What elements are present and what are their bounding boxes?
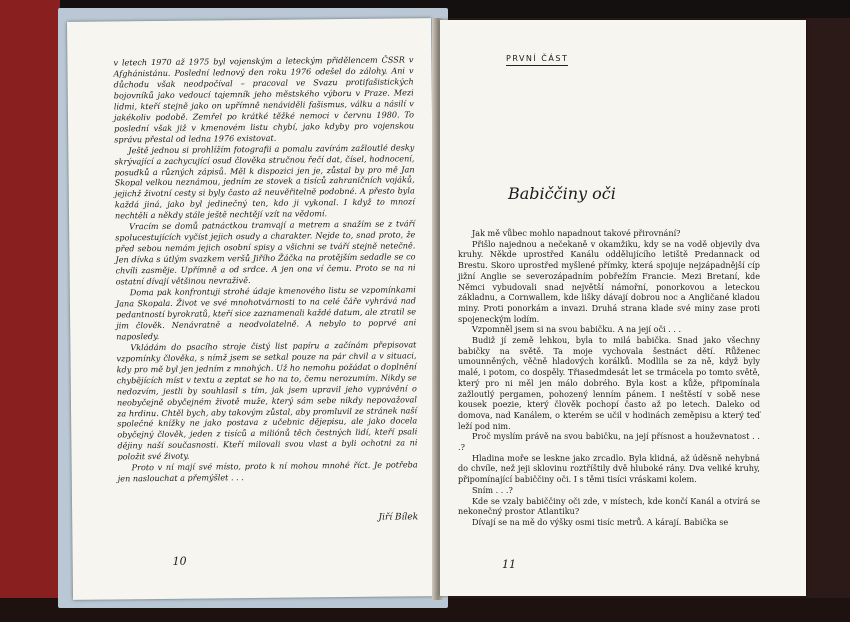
author-signature: Jiří Bílek — [378, 512, 419, 523]
left-paragraph: Doma pak konfrontuji strohé údaje kmenového listu se vzpomínkami Jana Skopala. Život ve své mnohotvárnosti to na celé čáře vyhrává nad pedantností byrokratů, kteří sice zaznamenali každé datum, ale ztratil se jim člověk. Nenávratně a neodvolatelně. A nebylo to poprvé ani naposledy. — [115, 284, 417, 342]
left-paragraph: Ještě jednou si prohlížím fotografii a pomalu zavírám zažloutlé desky skrývající a zachycující osud člověka stručnou řečí dat, čísel, hodnocení, posudků a různých zápisů. Měl k dispozici jen je, zůstal by pro mě Jan Skopal velkou neznámou, jedním ze stovek a tisíců zahraničních vojáků, jejichž životní cesty si byly často až neuvěřitelně podobné. A přesto byla každá jiná, jako byl jedinečný ten, kdo ji vykonal. I když to mnozí nechtěli a někdy stále ještě nechtějí vzít na vědomí. — [114, 141, 415, 221]
left-page-number: 10 — [172, 554, 187, 568]
right-paragraph: Jak mě vůbec mohlo napadnout takové přirovnání? — [472, 228, 681, 238]
right-paragraph: Dívají se na mě do výšky osmi tisíc metrů. A kárají. Babička se — [472, 516, 729, 527]
chapter-title: Babiččiny oči — [508, 184, 616, 203]
right-page — [440, 20, 806, 596]
running-header: PRVNÍ ČÁST — [506, 54, 568, 66]
right-paragraph: Hladina moře se leskne jako zrcadlo. Byla klidná, až úděsně nehybná do chvíle, než jeji sklovinu roztříštily dvě hluboké rány. Dva veliké kruhy, připomínající babiččiny oči. I s těmi tisíci vráskami kolem. — [458, 452, 760, 485]
right-paragraph: Sním . . .? — [472, 484, 513, 495]
right-paragraph: Kde se vzaly babiččiny oči zde, v místech, kde končí Kanál a otvírá se nekonečný prostor Atlantiku? — [458, 495, 760, 517]
right-paragraph: Proč myslím právě na svou babičku, na její přísnost a houževnatost . . .? — [458, 431, 760, 453]
left-paragraph: Proto v ní mají své místo, proto k ní mohou mnohé říct. Je potřeba jen naslouchat a přemýšlet . . . — [117, 459, 418, 484]
right-paragraph: Budiž jí země lehkou, byla to milá babička. Snad jako všechny babičky na světě. Ta moje vychovala šestnáct dětí. Růženec umounněných, věčně hladových korálků. Modlila se za ně, když byly malé, i potom, co dospěly. Třiasedmdesát let se trmácela po tomto světě, který pro ni měl jen málo dobrého. Byla kost a kůže, připomínala zažloutlý pergamen, pohozený lenním pánem. I neštěstí v sobě nese kousek poezie, který člověk pochopí často až po letech. Daleko od domova, nad Kanálem, o kterém se učil v hodinách zeměpisu a který teď leží pod nim. — [458, 335, 760, 431]
left-page — [67, 18, 437, 600]
left-paragraph: Vracím se domů patnáctkou tramvají a metrem a snažím se z tváří spolucestujících vyčíst jejich osudy a charakter. Nejde to, snad proto, že před sebou nemám jejich osobní spisy a všichni se tváří stejně netečně. Jen dívka s útlým svazkem veršů Jiřího Žáčka na protějším sedadle se co chvíli zasměje. Upřímně a od srdce. A jen ona ví čemu. Proto se na ni ostatní dívají většinou nevraživě. — [115, 218, 416, 287]
left-paragraph: Vkládám do psacího stroje čistý list papíru a začínám přepisovat vzpomínky člověka, s nímž jsem se setkal pouze na pár chvil a v situaci, kdy pro mě byl jen jedním z mnohých. Už ho nemohu požádat o doplnění chybějících míst v textu a zeptat se ho na to, čemu nerozumím. Nikdy se nedozvím, jestli by souhlasil s tím, jak jsem upravil jeho vyprávění o neobyčejně obyčejném životě muže, který sám sebe nikdy nepovažoval za hrdinu. Chtěl bych, aby takovým zůstal, aby promluvil ze stránek naší společné knížky ne jako postava z učebnic dějepisu, ale jako docela obyčejný člověk, jeden z tisíců a miliónů těch čestných lidí, kteří psali dějiny naší současnosti. Kteří milovali svou vlast a byli ochotni za ni položit své životy. — [116, 339, 418, 462]
right-paragraph: Vzpomněl jsem si na svou babičku. A na její oči . . . — [472, 324, 682, 335]
left-page-text — [113, 54, 417, 484]
left-paragraph: v letech 1970 až 1975 byl vojenským a leteckým přidělencem ČSSR v Afghánistánu. Poslední lednový den roku 1976 odešel do zálohy. Ani v důchodu však neodpočíval – pracoval ve Svazu protifašistických bojovníků jako vedoucí tajemník jeho městského výboru v Praze. Mezi lidmi, kteří stejně jako on upřímně nenáviděli fašismus, válku a násilí v jakékoliv podobě. Zemřel po krátké těžké nemoci v červnu 1980. To poslední však již v kmenovém listu chybí, jako kdyby pro vojenskou správu přestal od ledna 1976 existovat. — [113, 54, 415, 145]
right-page-number: 11 — [502, 558, 516, 571]
right-paragraph: Přišlo najednou a nečekaně v okamžiku, kdy se na vodě objevily dva kruhy. Někde uprostřed Kanálu oddělujícího letiště Predannack od Brestu. Skoro uprostřed myšlené přímky, která spojuje nejzápadnější cíp jižní Anglie se severozápadním pobřežím Francie. Mezi Bretaní, kde Němci vybudovali snad největší námořní, ponorkovou a leteckou základnu, a Cornwallem, kde lišky dávají dobrou noc a Angličané kladou miny. Proti ponorkám a invazi. Druhá strana klade své miny zase proti spojeneckým lodím. — [458, 238, 760, 324]
background-red-cloth — [0, 0, 60, 622]
right-page-text — [458, 228, 760, 528]
